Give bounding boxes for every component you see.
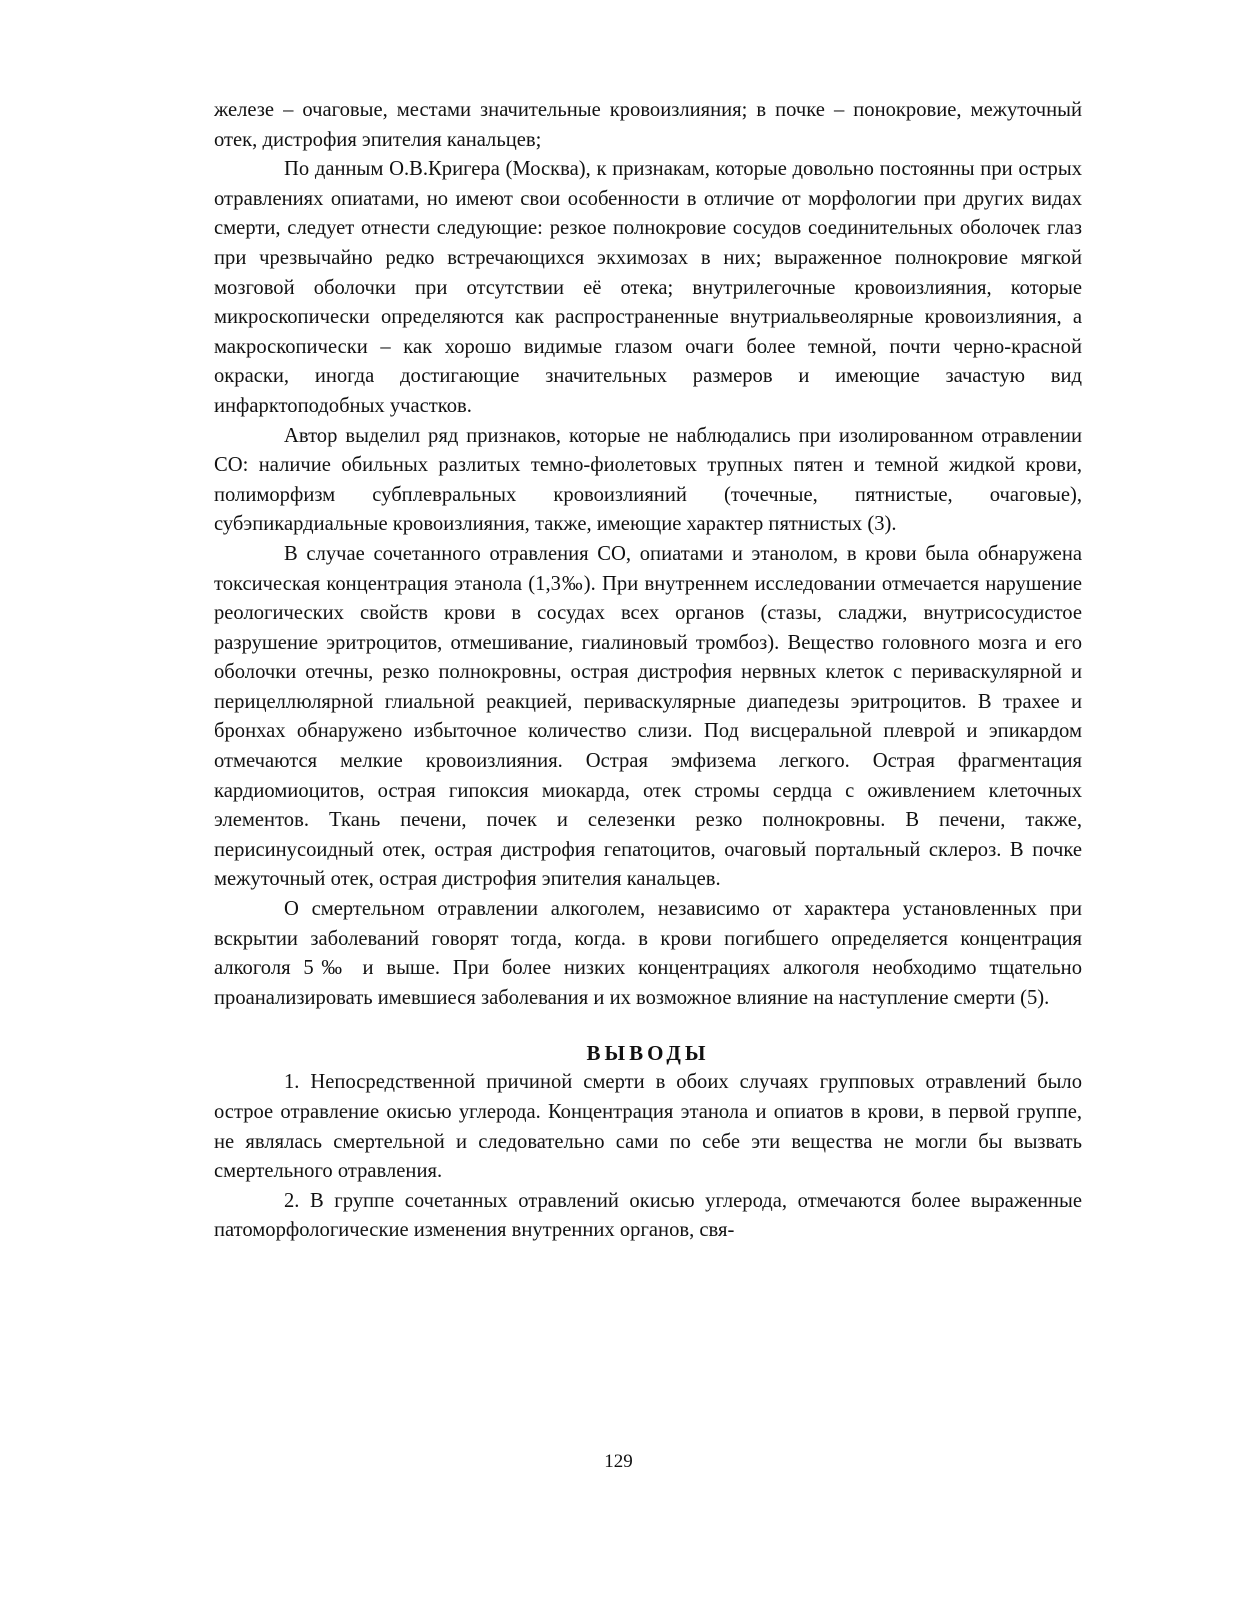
conclusions-text — [214, 1068, 1082, 1246]
paragraph-alcohol-poisoning: О смертельном отравлении алкоголем, независимо от характера установленных при вскрытии заболеваний говорят тогда, когда. в крови погибшего определяется концентрация алкоголя 5‰ и выше. При более низких концентрациях алкоголя необходимо тщательно проанализировать имевшиеся заболевания и их возможное влияние на наступление смерти (5). — [214, 898, 1082, 1009]
conclusion-item-2: 2. В группе сочетанных отравлений окисью углерода, отмечаются более выраженные патоморфологические изменения внутренних органов, свя- — [214, 1189, 1082, 1242]
paragraph-continuation: железе – очаговые, местами значительные кровоизлияния; в почке – понокровие, межуточный отек, дистрофия эпителия канальцев; — [214, 99, 1082, 151]
paragraph-author-signs: Автор выделил ряд признаков, которые не наблюдались при изолированном отравлении СО: наличие обильных разлитых темно-фиолетовых трупных пятен и темной жидкой крови, полиморфизм субплевральных кровоизлияний (точечные, пятнистые, очаговые), субэпикардиальные кровоизлияния, также, имеющие характер пятнистых (3). — [214, 424, 1082, 536]
page-body — [214, 96, 1082, 1246]
conclusion-item-1: 1. Непосредственной причиной смерти в обоих случаях групповых отравлений было острое отравление окисью углерода. Концентрация этанола и опиатов в крови, в первой группе, не являлась смертельной и следовательно сами по себе эти вещества не могли бы вызвать смертельного отравления. — [214, 1071, 1082, 1183]
section-title-conclusions: ВЫВОДЫ — [586, 1041, 710, 1066]
paragraph-krieger: По данным О.В.Кригера (Москва), к признакам, которые довольно постоянны при острых отравлениях опиатами, но имеют свои особенности в отличие от морфологии при других видах смерти, следует отнести следующие: резкое полнокровие сосудов соединительных оболочек глаз при чрезвычайно редко встречающихся экхимозах в них; выраженное полнокровие мягкой мозговой оболочки при отсутствии её отека; внутрилегочные кровоизлияния, которые микроскопически определяются как распространенные внутриальвеолярные кровоизлияния, а макроскопически – как хорошо видимые глазом очаги более темной, почти черно-красной окраски, иногда достигающие значительных размеров и имеющие зачастую вид инфарктоподобных участков. — [214, 158, 1082, 417]
page-number: 129 — [604, 1451, 633, 1472]
main-text — [214, 96, 1082, 1013]
paragraph-combined-poisoning: В случае сочетанного отравления СО, опиатами и этанолом, в крови была обнаружена токсическая концентрация этанола (1,3‰). При внутреннем исследовании отмечается нарушение реологических свойств крови в сосудах всех органов (стазы, сладжи, внутрисосудистое разрушение эритроцитов, отмешивание, гиалиновый тромбоз). Вещество головного мозга и его оболочки отечны, резко полнокровны, острая дистрофия нервных клеток с периваскулярной и перицеллюлярной глиальной реакцией, периваскулярные диапедезы эритроцитов. В трахее и бронхах обнаружено избыточное количество слизи. Под висцеральной плеврой и эпикардом отмечаются мелкие кровоизлияния. Острая эмфизема легкого. Острая фрагментация кардиомиоцитов, острая гипоксия миокарда, отек стромы сердца с оживлением клеточных элементов. Ткань печени, почек и селезенки резко полнокровны. В печени, также, перисинусоидный отек, острая дистрофия гепатоцитов, очаговый портальный склероз. В почке межуточный отек, острая дистрофия эпителия канальцев. — [214, 542, 1082, 891]
